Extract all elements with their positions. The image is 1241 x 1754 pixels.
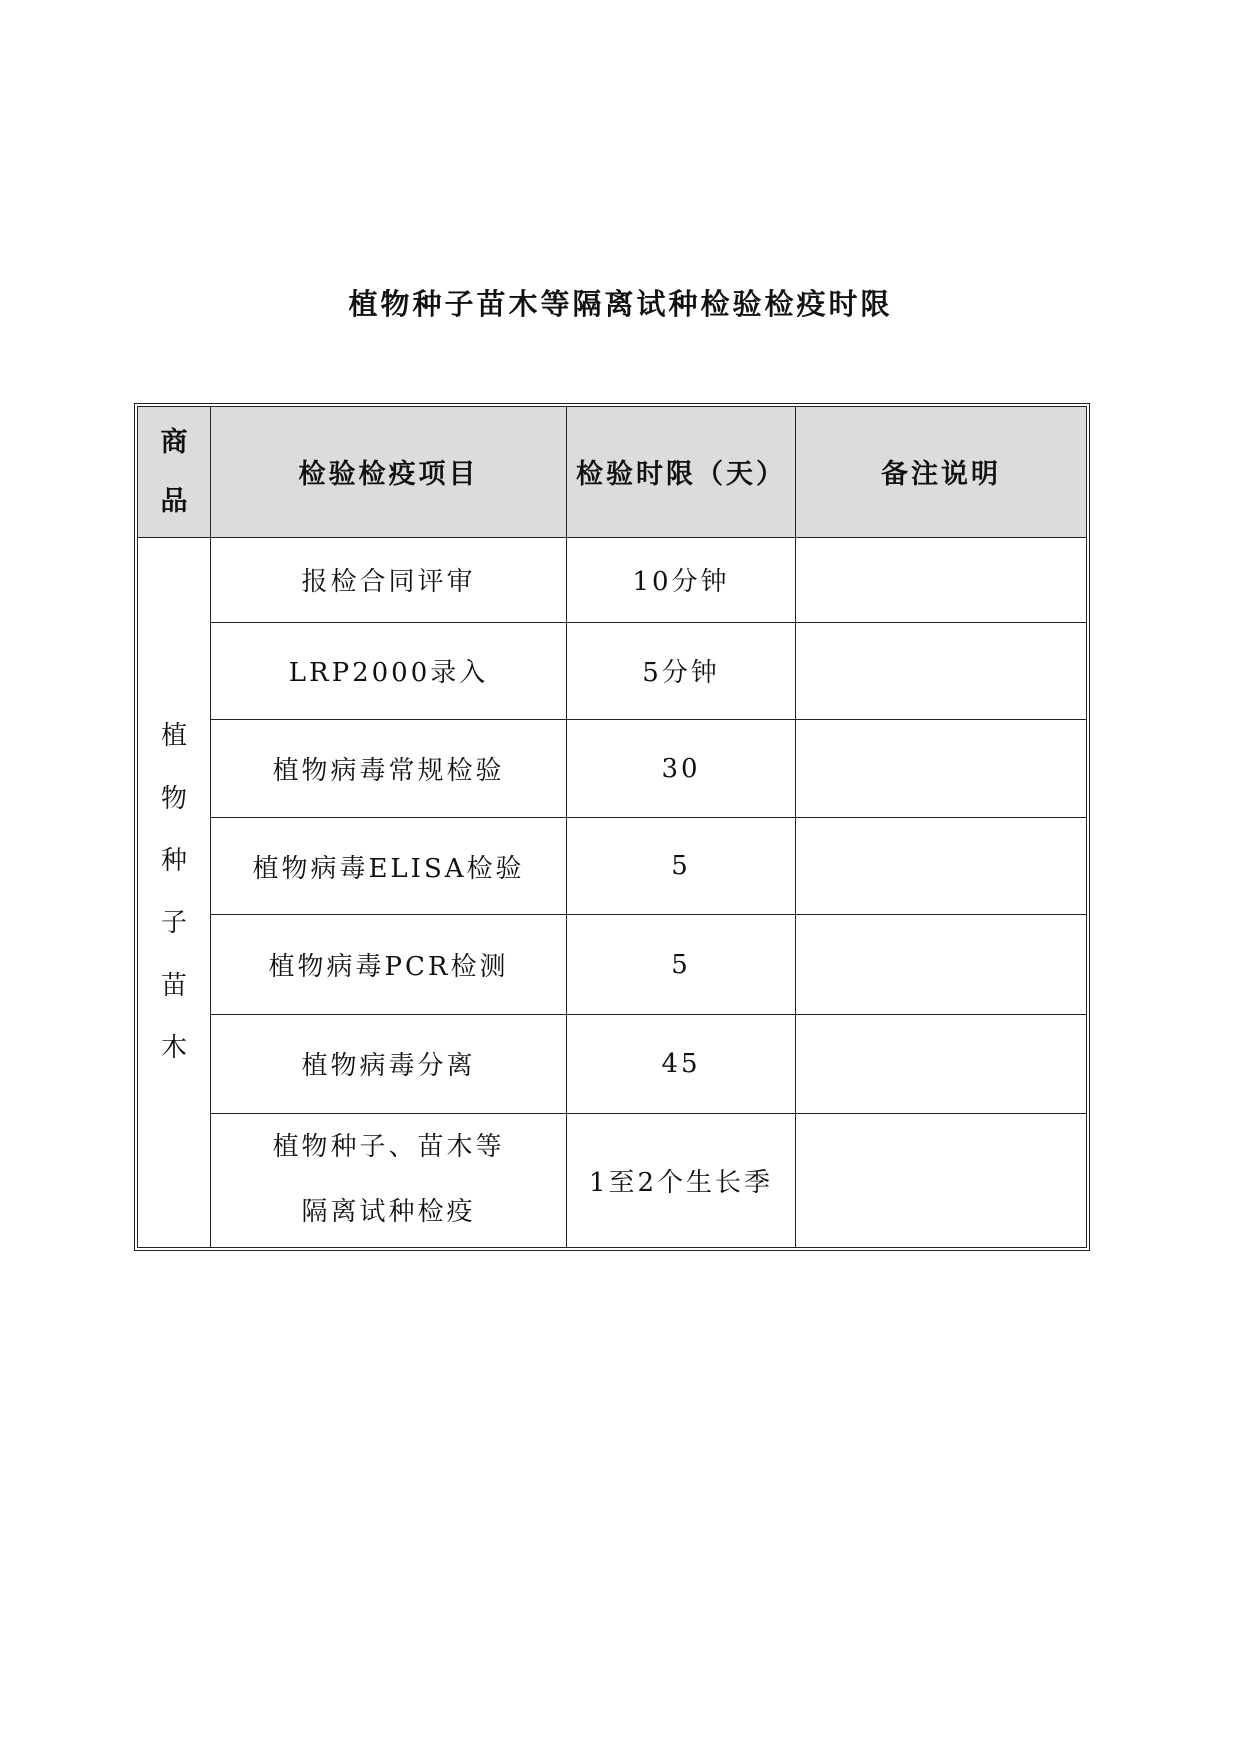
quarantine-time-limit-table <box>137 406 1087 1248</box>
item-cell: 植物病毒常规检验 <box>211 720 567 818</box>
item-cell: 植物病毒分离 <box>211 1014 567 1113</box>
header-time-limit: 检验时限（天） <box>567 407 796 538</box>
time-limit-cell: 5 <box>567 818 796 915</box>
category-cell: 植物种子苗木 <box>138 537 211 1247</box>
time-limit-cell: 45 <box>567 1014 796 1113</box>
item-cell: 植物病毒ELISA检验 <box>211 818 567 915</box>
table-header-row <box>138 407 1087 538</box>
item-cell <box>211 1113 567 1247</box>
table-row <box>138 1014 1087 1113</box>
item-line-2: 隔离试种检疫 <box>301 1197 476 1228</box>
remarks-cell <box>796 1113 1087 1247</box>
time-limit-cell: 5 <box>567 915 796 1014</box>
item-cell: LRP2000录入 <box>211 622 567 719</box>
table-row <box>138 818 1087 915</box>
remarks-cell <box>796 1014 1087 1113</box>
remarks-cell <box>796 915 1087 1014</box>
header-item: 检验检疫项目 <box>211 407 567 538</box>
remarks-cell <box>796 818 1087 915</box>
header-remarks: 备注说明 <box>796 407 1087 538</box>
item-cell: 报检合同评审 <box>211 537 567 622</box>
document-title: 植物种子苗木等隔离试种检验检疫时限 <box>348 287 893 321</box>
remarks-cell <box>796 537 1087 622</box>
time-limit-cell: 30 <box>567 720 796 818</box>
table-row <box>138 622 1087 719</box>
table-row <box>138 915 1087 1014</box>
quarantine-time-limit-table-frame <box>134 403 1090 1251</box>
table-row <box>138 720 1087 818</box>
header-category: 商品 <box>138 407 211 538</box>
remarks-cell <box>796 622 1087 719</box>
time-limit-cell: 10分钟 <box>567 537 796 622</box>
remarks-cell <box>796 720 1087 818</box>
time-limit-cell: 1至2个生长季 <box>567 1113 796 1247</box>
item-line-1: 植物种子、苗木等 <box>272 1132 505 1163</box>
table-row <box>138 1113 1087 1247</box>
item-cell: 植物病毒PCR检测 <box>211 915 567 1014</box>
table-row <box>138 537 1087 622</box>
time-limit-cell: 5分钟 <box>567 622 796 719</box>
